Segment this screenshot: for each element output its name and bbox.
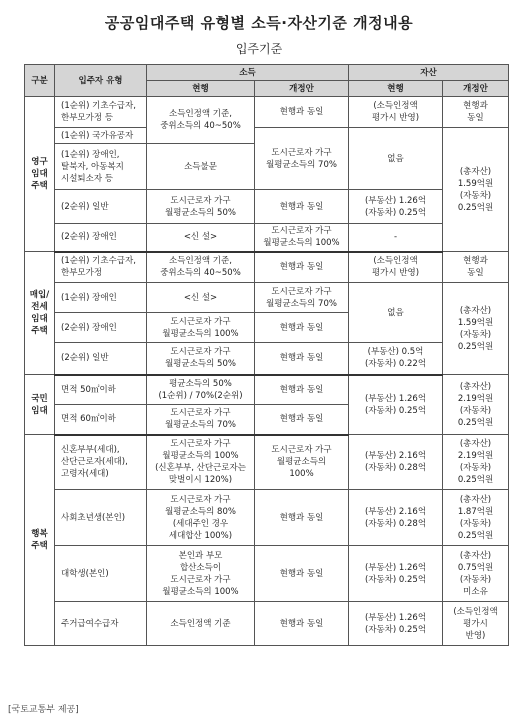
table-cell: (총자산) 1.87억원 (자동차) 0.25억원 [443, 490, 509, 546]
type-cell: 대학생(본인) [55, 546, 147, 602]
type-cell: (1순위) 기초수급자, 한부모가정 등 [55, 97, 147, 128]
table-cell: 현행과 동일 [255, 405, 349, 435]
table-cell: - [349, 224, 443, 252]
table-cell: (총자산) 0.75억원 (자동차) 미소유 [443, 546, 509, 602]
type-cell: (2순위) 일반 [55, 190, 147, 224]
table-cell: (총자산) 2.19억원 (자동차) 0.25억원 [443, 435, 509, 490]
header-asset-revised: 개정안 [443, 81, 509, 97]
table-cell: (부동산) 1.26억 (자동차) 0.25억 [349, 546, 443, 602]
table-cell: (부동산) 1.26억 (자동차) 0.25억 [349, 375, 443, 435]
table-cell: 현행과 동일 [255, 252, 349, 283]
header-type: 입주자 유형 [55, 65, 147, 97]
type-cell: 사회초년생(본인) [55, 490, 147, 546]
criteria-table [24, 64, 509, 646]
table-cell: 도시근로자 가구 월평균소득의 100% [255, 224, 349, 252]
category-cell: 영구 임대 주택 [25, 97, 55, 252]
table-cell: 현행과 동일 [255, 343, 349, 375]
page-subtitle: 입주기준 [235, 42, 283, 56]
table-cell: 현행과 동일 [255, 546, 349, 602]
table-cell: <신 설> [147, 283, 255, 313]
table-cell: (부동산) 0.5억 (자동차) 0.22억 [349, 343, 443, 375]
table-cell: 없음 [349, 128, 443, 190]
table-cell: 도시근로자 가구 월평균소득의 70% [255, 128, 349, 190]
header-income-revised: 개정안 [255, 81, 349, 97]
table-cell: 현행과 동일 [255, 375, 349, 405]
page-title: 공공임대주택 유형별 소득·자산기준 개정내용 [104, 14, 414, 32]
table-cell: 도시근로자 가구 월평균소득의 50% [147, 190, 255, 224]
header-asset-current: 현행 [349, 81, 443, 97]
table-cell: <신 설> [147, 224, 255, 252]
table-cell: 현행과 동일 [443, 252, 509, 283]
table-cell: (총자산) 1.59억원 (자동차) 0.25억원 [443, 128, 509, 252]
table-cell: 현행과 동일 [255, 313, 349, 343]
type-cell: 면적 50㎡이하 [55, 375, 147, 405]
table-cell: 소득불문 [147, 144, 255, 190]
table-cell: 도시근로자 가구 월평균소득의 70% [147, 405, 255, 435]
table-cell: 도시근로자 가구 월평균소득의 100% [147, 313, 255, 343]
header-asset: 자산 [349, 65, 509, 81]
table-cell: 도시근로자 가구 월평균소득의 70% [255, 283, 349, 313]
table-cell: (부동산) 1.26억 (자동차) 0.25억 [349, 602, 443, 646]
table-cell: 현행과 동일 [255, 602, 349, 646]
table-cell: (소득인정액 평가시 반영) [349, 97, 443, 128]
type-cell: 주거급여수급자 [55, 602, 147, 646]
table-cell: (총자산) 1.59억원 (자동차) 0.25억원 [443, 283, 509, 375]
category-cell: 매입/ 전세 임대 주택 [25, 252, 55, 375]
table-cell: 평균소득의 50% (1순위) / 70%(2순위) [147, 375, 255, 405]
table-cell: (부동산) 1.26억 (자동차) 0.25억 [349, 190, 443, 224]
table-cell: (소득인정액 평가시 반영) [443, 602, 509, 646]
category-cell: 행복 주택 [25, 435, 55, 646]
table-cell: 소득인정액 기준, 중위소득의 40~50% [147, 252, 255, 283]
source-caption: [국토교통부 제공] [8, 705, 79, 715]
table-cell: 도시근로자 가구 월평균소득의 100% [255, 435, 349, 490]
header-income: 소득 [147, 65, 349, 81]
type-cell: (2순위) 일반 [55, 343, 147, 375]
category-cell: 국민 임대 [25, 375, 55, 435]
type-cell: (1순위) 장애인, 탈북자, 아동복지 시설퇴소자 등 [55, 144, 147, 190]
type-cell: 신혼부부(세대), 산단근로자(세대), 고령자(세대) [55, 435, 147, 490]
table-cell: 도시근로자 가구 월평균소득의 100% (신혼부부, 산단근로자는 맞벌이시 120%) [147, 435, 255, 490]
table-cell: (부동산) 2.16억 (자동차) 0.28억 [349, 435, 443, 490]
table-cell: 소득인정액 기준, 중위소득의 40~50% [147, 97, 255, 144]
header-category: 구분 [25, 65, 55, 97]
table-cell: 없음 [349, 283, 443, 343]
type-cell: 면적 60㎡이하 [55, 405, 147, 435]
table-cell: 도시근로자 가구 월평균소득의 50% [147, 343, 255, 375]
type-cell: (1순위) 기초수급자, 한부모가정 [55, 252, 147, 283]
table-cell: 현행과 동일 [443, 97, 509, 128]
type-cell: (2순위) 장애인 [55, 313, 147, 343]
table-cell: (총자산) 2.19억원 (자동차) 0.25억원 [443, 375, 509, 435]
table-cell: (소득인정액 평가시 반영) [349, 252, 443, 283]
type-cell: (1순위) 국가유공자 [55, 128, 147, 144]
type-cell: (1순위) 장애인 [55, 283, 147, 313]
table-cell: 현행과 동일 [255, 190, 349, 224]
table-cell: 현행과 동일 [255, 490, 349, 546]
table-cell: 도시근로자 가구 월평균소득의 80% (세대주인 경우 세대합산 100%) [147, 490, 255, 546]
table-cell: (부동산) 2.16억 (자동차) 0.28억 [349, 490, 443, 546]
header-income-current: 현행 [147, 81, 255, 97]
table-cell: 소득인정액 기준 [147, 602, 255, 646]
table-cell: 현행과 동일 [255, 97, 349, 128]
type-cell: (2순위) 장애인 [55, 224, 147, 252]
table-cell: 본인과 부모 합산소득이 도시근로자 가구 월평균소득의 100% [147, 546, 255, 602]
